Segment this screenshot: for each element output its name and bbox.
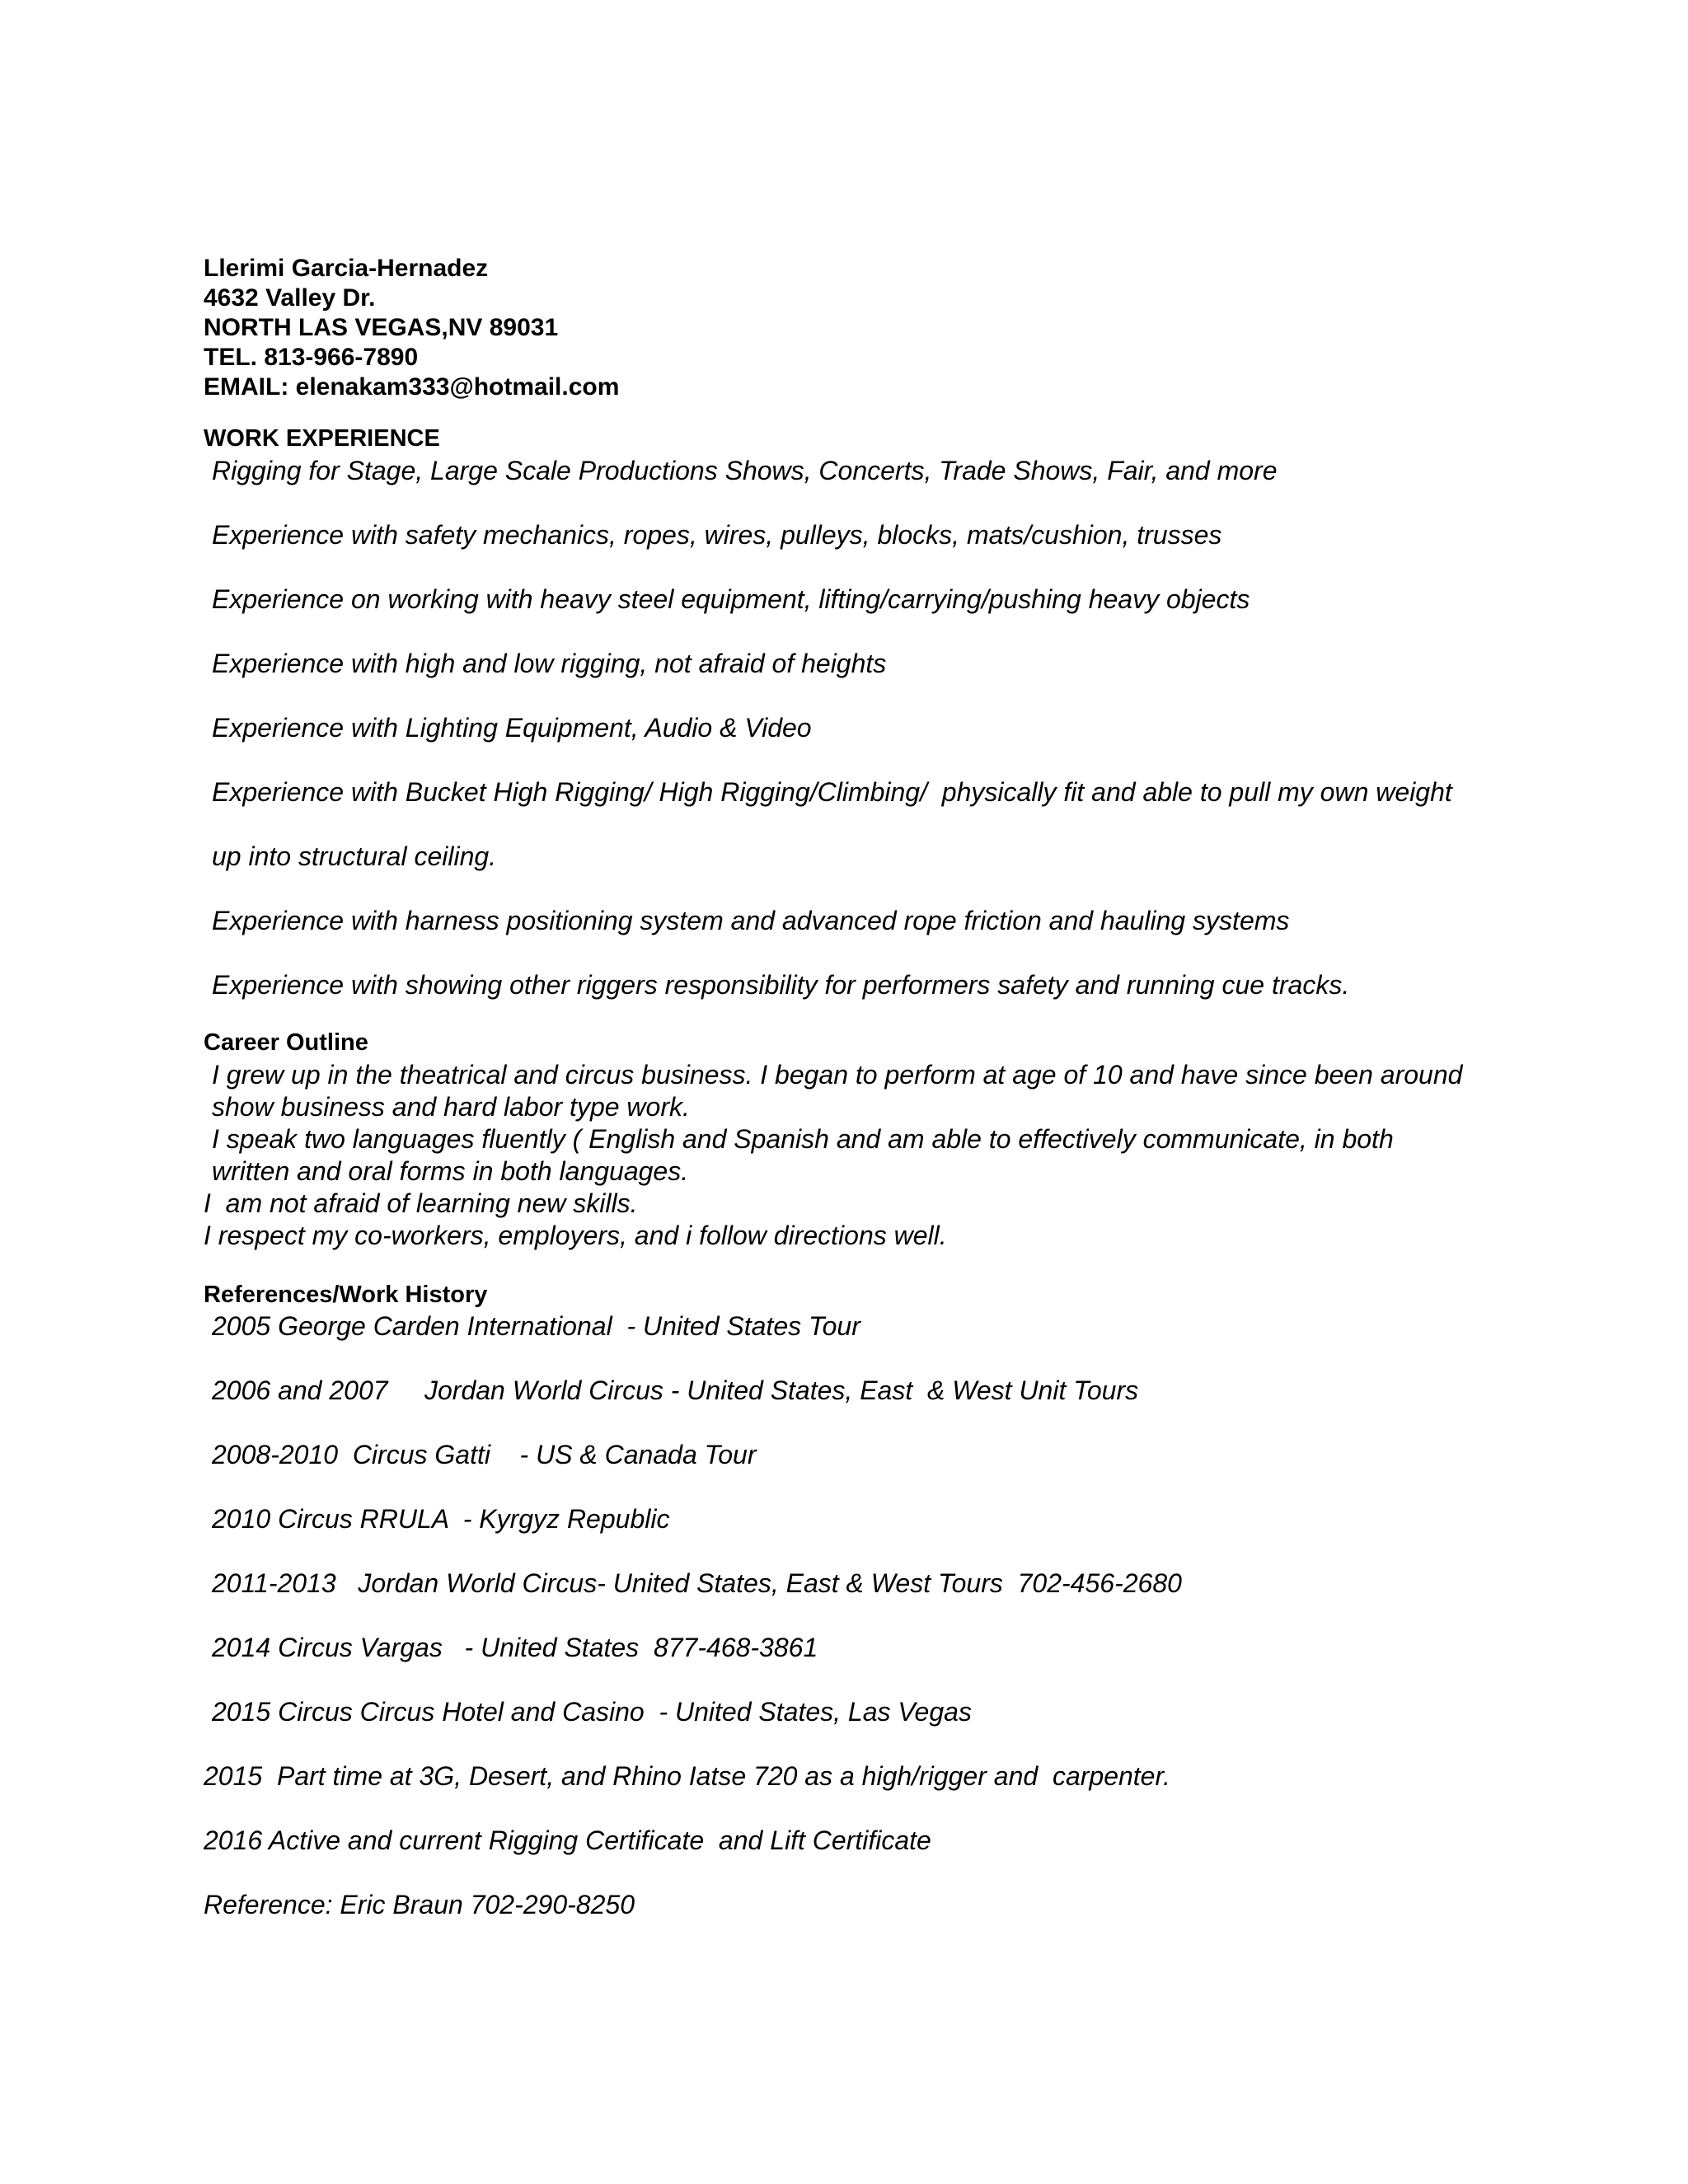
references-heading: References/Work History xyxy=(204,1282,488,1308)
work-history-entry: 2005 George Carden International - United States Tour xyxy=(212,1311,860,1341)
phone-number: TEL. 813-966-7890 xyxy=(204,344,419,371)
career-outline-line: I grew up in the theatrical and circus business. I began to perform at age of 10 and have since been around xyxy=(212,1060,1463,1090)
street-address: 4632 Valley Dr. xyxy=(204,284,376,312)
work-history-entry: 2011-2013 Jordan World Circus- United States, East & West Tours 702-456-2680 xyxy=(212,1568,1182,1598)
work-experience-item: Experience with showing other riggers responsibility for performers safety and running cue tracks. xyxy=(212,970,1350,1000)
career-outline-line: show business and hard labor type work. xyxy=(212,1092,690,1122)
career-outline-line: I speak two languages fluently ( English and Spanish and am able to effectively communicate, in both xyxy=(212,1124,1394,1154)
reference-contact: Reference: Eric Braun 702-290-8250 xyxy=(204,1890,635,1919)
work-experience-item: Experience with safety mechanics, ropes, wires, pulleys, blocks, mats/cushion, trusses xyxy=(212,520,1222,550)
work-experience-item: Experience with Lighting Equipment, Audio & Video xyxy=(212,713,812,743)
work-experience-item: Experience with Bucket High Rigging/ High Rigging/Climbing/ physically fit and able to pull my own weight xyxy=(212,777,1452,807)
applicant-name: Llerimi Garcia-Hernadez xyxy=(204,255,489,282)
career-outline-heading: Career Outline xyxy=(204,1029,368,1056)
work-history-entry: 2006 and 2007 Jordan World Circus - United States, East & West Unit Tours xyxy=(212,1376,1139,1405)
work-experience-item: Rigging for Stage, Large Scale Productions Shows, Concerts, Trade Shows, Fair, and more xyxy=(212,456,1278,485)
city-state-zip: NORTH LAS VEGAS,NV 89031 xyxy=(204,314,559,341)
work-experience-item: up into structural ceiling. xyxy=(212,841,497,871)
career-outline-line: I respect my co-workers, employers, and i follow directions well. xyxy=(204,1221,947,1250)
work-experience-item: Experience on working with heavy steel equipment, lifting/carrying/pushing heavy objects xyxy=(212,584,1250,614)
work-history-entry: 2010 Circus RRULA - Kyrgyz Republic xyxy=(212,1504,670,1534)
career-outline-line: I am not afraid of learning new skills. xyxy=(204,1188,638,1218)
work-history-entry: 2008-2010 Circus Gatti - US & Canada Tour xyxy=(212,1440,757,1469)
work-history-entry: 2015 Part time at 3G, Desert, and Rhino Iatse 720 as a high/rigger and carpenter. xyxy=(204,1761,1170,1791)
contact-block xyxy=(204,254,619,402)
work-history-entry: 2015 Circus Circus Hotel and Casino - United States, Las Vegas xyxy=(212,1697,972,1727)
work-experience-heading: WORK EXPERIENCE xyxy=(204,425,440,452)
career-outline-line: written and oral forms in both languages. xyxy=(212,1156,689,1186)
work-experience-item: Experience with harness positioning system and advanced rope friction and hauling systems xyxy=(212,906,1290,935)
work-history-entry: 2014 Circus Vargas - United States 877-468-3861 xyxy=(212,1633,818,1662)
work-history-entry: 2016 Active and current Rigging Certificate and Lift Certificate xyxy=(204,1825,931,1855)
work-experience-item: Experience with high and low rigging, not afraid of heights xyxy=(212,649,887,678)
email-address: EMAIL: elenakam333@hotmail.com xyxy=(204,373,620,401)
